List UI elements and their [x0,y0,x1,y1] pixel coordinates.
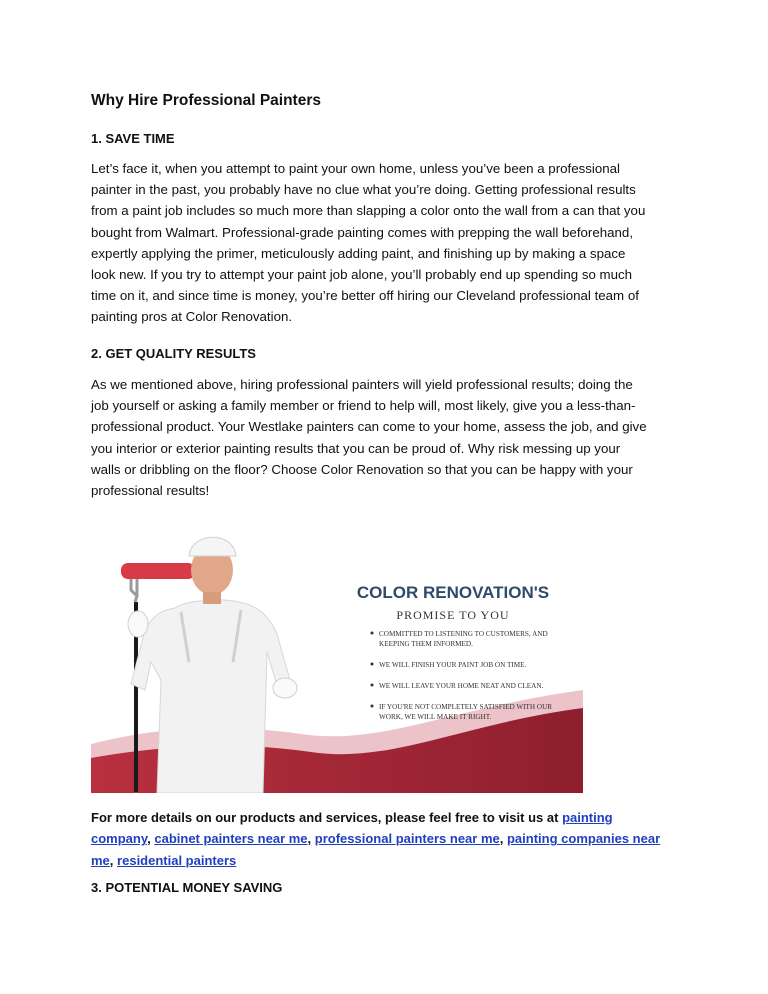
bullet-dot [371,663,374,666]
link-painting-company[interactable]: painting [562,810,613,825]
bullet-dot [371,684,374,687]
details-line [91,807,691,828]
separator: , [499,831,504,847]
paragraph-line: walls or dribbling on the floor? Choose Color Renovation so that you can be happy with your [91,461,633,477]
section-paragraph-quality-results [91,374,691,501]
separator: , [147,831,151,847]
promo-image [91,512,583,793]
paragraph-line: Let’s face it, when you attempt to paint your own home, unless you’ve been a professional [91,161,620,176]
section-heading-money-saving: 3. POTENTIAL MONEY SAVING [91,880,283,895]
promo-bullet-text: WE WILL FINISH YOUR PAINT JOB ON TIME. [379,661,527,669]
paragraph-line: painting pros at Color Renovation. [91,309,293,325]
paragraph-line: painter in the past, you probably have no clue what you’re doing. Getting professional results [91,182,636,198]
link-residential-painters[interactable]: residential painters [117,852,237,868]
page-title: Why Hire Professional Painters [91,92,321,109]
paragraph-line: bought from Walmart. Professional-grade painting comes with prepping the wall beforehand, [91,224,634,240]
paragraph-line: job yourself or asking a family member or friend to help will, most likely, give you a less-than- [91,398,636,414]
separator: , [307,831,312,847]
bullet-dot [371,632,374,635]
section-paragraph-save-time [91,158,691,328]
paragraph-line: As we mentioned above, hiring professional painters will yield professional results; doing the [91,377,633,392]
details-line [91,828,691,849]
paragraph-line: from a paint job includes so much more than slapping a color onto the wall from a can that you [91,203,646,219]
promo-subtitle: PROMISE TO YOU [396,608,510,622]
paragraph-line: expertly applying the primer, meticulously adding paint, and finishing up by making a space [91,245,626,261]
link-cabinet-painters[interactable]: cabinet painters near me [154,831,308,847]
link-professional-painters[interactable]: professional painters near me [314,831,500,847]
paragraph-line: professional product. Your Westlake painters can come to your home, assess the job, and give [91,419,647,435]
section-heading-quality-results: 2. GET QUALITY RESULTS [91,346,256,361]
details-intro: For more details on our products and services, please feel free to visit us at [91,810,559,825]
details-line [91,850,691,871]
section-heading-save-time: 1. SAVE TIME [91,131,175,146]
promo-title: COLOR RENOVATION'S [356,583,550,602]
promo-bullet-text: WORK, WE WILL MAKE IT RIGHT. [379,713,492,721]
paragraph-line: professional results! [91,483,210,499]
details-paragraph [91,807,691,871]
link-painting-companies-cont[interactable]: me [91,852,110,868]
promo-bullet-text: COMMITTED TO LISTENING TO CUSTOMERS, AND [379,630,548,638]
promo-bullet-text: WE WILL LEAVE YOUR HOME NEAT AND CLEAN. [379,682,544,690]
promo-bullet-text: IF YOU'RE NOT COMPLETELY SATISFIED WITH OUR [379,703,553,711]
paragraph-line: you interior or exterior painting results that you can be proud of. Why risk messing up your [91,440,621,456]
promo-bullet-text: KEEPING THEM INFORMED. [379,640,473,648]
separator: , [109,852,114,868]
link-painting-companies[interactable]: painting companies near [506,831,661,847]
link-painting-company-cont[interactable]: company [91,831,148,847]
paragraph-line: look new. If you try to attempt your paint job alone, you’ll probably end up spending so much [91,267,633,283]
paragraph-line: time on it, and since time is money, you’re better off hiring our Cleveland professional team of [91,288,639,304]
bullet-dot [371,705,374,708]
